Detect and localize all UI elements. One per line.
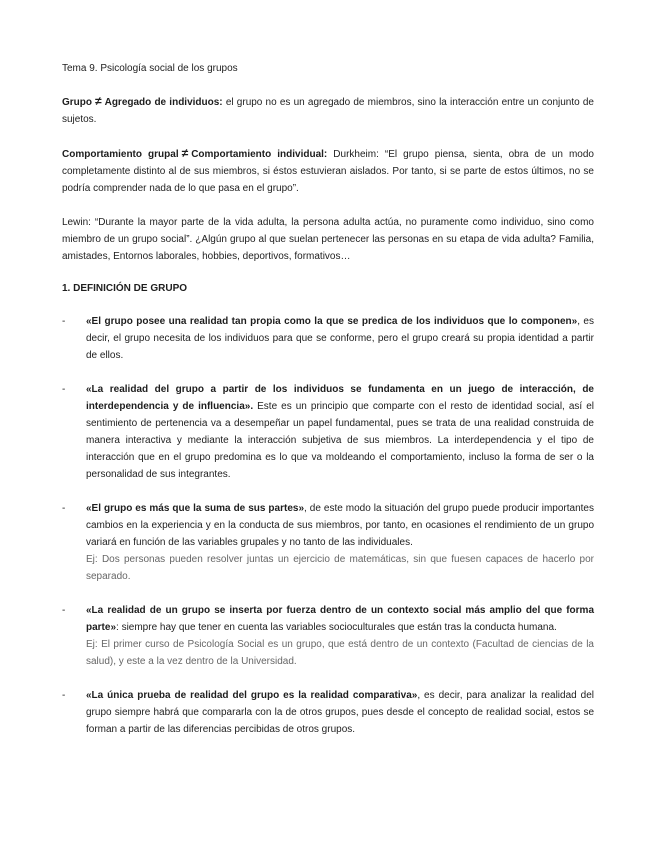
paragraph-grupo-text: el grupo no es un agregado de miembros, sino la interacción entre un conjunto de sujetos. — [62, 97, 594, 125]
section-heading: 1. DEFINICIÓN DE GRUPO — [62, 283, 188, 294]
example-text: Ej: El primer curso de Psicología Social es un grupo, que está dentro de un contexto (Facultad de ciencias de la salud), y este a la vez dentro de la Universidad. — [86, 639, 594, 667]
list-dash: - — [62, 605, 66, 616]
list-item — [62, 687, 594, 738]
list-item-text — [86, 687, 594, 738]
list-item-bold: «El grupo posee una realidad tan propia como la que se predica de los individuos que lo componen» — [86, 316, 578, 327]
list-item-body: Este es un principio que comparte con el resto de identidad social, así el sentimiento de pertenencia va a desempeñar un papel fundamental, pues se trata de una realidad construida de manera interactiva y mediante la interacción subjetiva de sus miembros. La interdependencia y el tipo de interacción que en el grupo predomina es lo que va moldeando el comportamiento, incluso la forma de ser o la personalidad de sus integrantes. — [86, 401, 594, 480]
list-dash: - — [62, 690, 66, 701]
document-page — [62, 62, 594, 738]
list-item-body: , de este modo la situación del grupo puede producir importantes cambios en la experiencia y en la conducta de sus miembros, por tanto, en ocasiones el rendimiento de un grupo variará en función de las variables grupales y no tanto de las individuales. — [86, 503, 594, 548]
list-item — [62, 500, 594, 585]
term-comportamiento-grupal: Comportamiento grupal — [62, 149, 179, 160]
list-dash: - — [62, 503, 66, 514]
paragraph-grupo — [62, 93, 594, 128]
not-equal-symbol: ≠ — [95, 94, 102, 108]
term-agregado: Agregado de individuos: — [104, 97, 223, 108]
list-item-body: , es decir, el grupo necesita de los individuos para que se conforme, pero el grupo creará su propia identidad a partir de ellos. — [86, 316, 594, 361]
list-item-bold: «El grupo es más que la suma de sus partes» — [86, 503, 305, 514]
list-item — [62, 602, 594, 670]
paragraph-comportamiento-text: Durkheim: “El grupo piensa, sienta, obra de un modo completamente distinto al de sus miembros, si éstos estuvieran aislados. Por tanto, si se parte de estos últimos, no se podría comprender nada de lo que pasa en el grupo”. — [62, 149, 594, 194]
term-comportamiento-individual: Comportamiento individual: — [191, 149, 328, 160]
list-item-body: , es decir, para analizar la realidad del grupo siempre habrá que compararla con la de otros grupos, pues desde el concepto de realidad social, estos se forman a partir de las diferencias percibidas de otros grupos. — [86, 690, 594, 735]
not-equal-symbol: ≠ — [181, 146, 189, 160]
example-text: Ej: Dos personas pueden resolver juntas un ejercicio de matemáticas, sin que fuesen capaces de hacerlo por separado. — [86, 554, 594, 582]
list-item — [62, 313, 594, 364]
list-item-text — [86, 313, 594, 364]
list-item-body: : siempre hay que tener en cuenta las variables socioculturales que están tras la conducta humana. — [116, 622, 557, 633]
list-dash: - — [62, 316, 66, 327]
term-grupo: Grupo — [62, 97, 92, 108]
list-item-bold: «La realidad del grupo a partir de los individuos se fundamenta en un juego de interacción, de interdependencia y de influencia». — [86, 384, 594, 412]
paragraph-lewin: Lewin: “Durante la mayor parte de la vida adulta, la persona adulta actúa, no puramente como individuo, sino como miembro de un grupo social”. ¿Algún grupo al que suelan pertenecer las personas en su etapa de vida adulta? Familia, amistades, Entornos laborales, hobbies, deportivos, formativos… — [62, 217, 594, 262]
list-item-bold: «La única prueba de realidad del grupo es la realidad comparativa» — [86, 690, 418, 701]
list-item — [62, 381, 594, 483]
list-item-text — [86, 500, 594, 551]
list-item-text — [86, 381, 594, 483]
list-dash: - — [62, 384, 66, 395]
list-item-bold: «La realidad de un grupo se inserta por fuerza dentro de un contexto social más amplio del que forma parte» — [86, 605, 594, 633]
list-item-text — [86, 602, 594, 636]
paragraph-comportamiento — [62, 145, 594, 197]
document-title: Tema 9. Psicología social de los grupos — [62, 63, 238, 74]
